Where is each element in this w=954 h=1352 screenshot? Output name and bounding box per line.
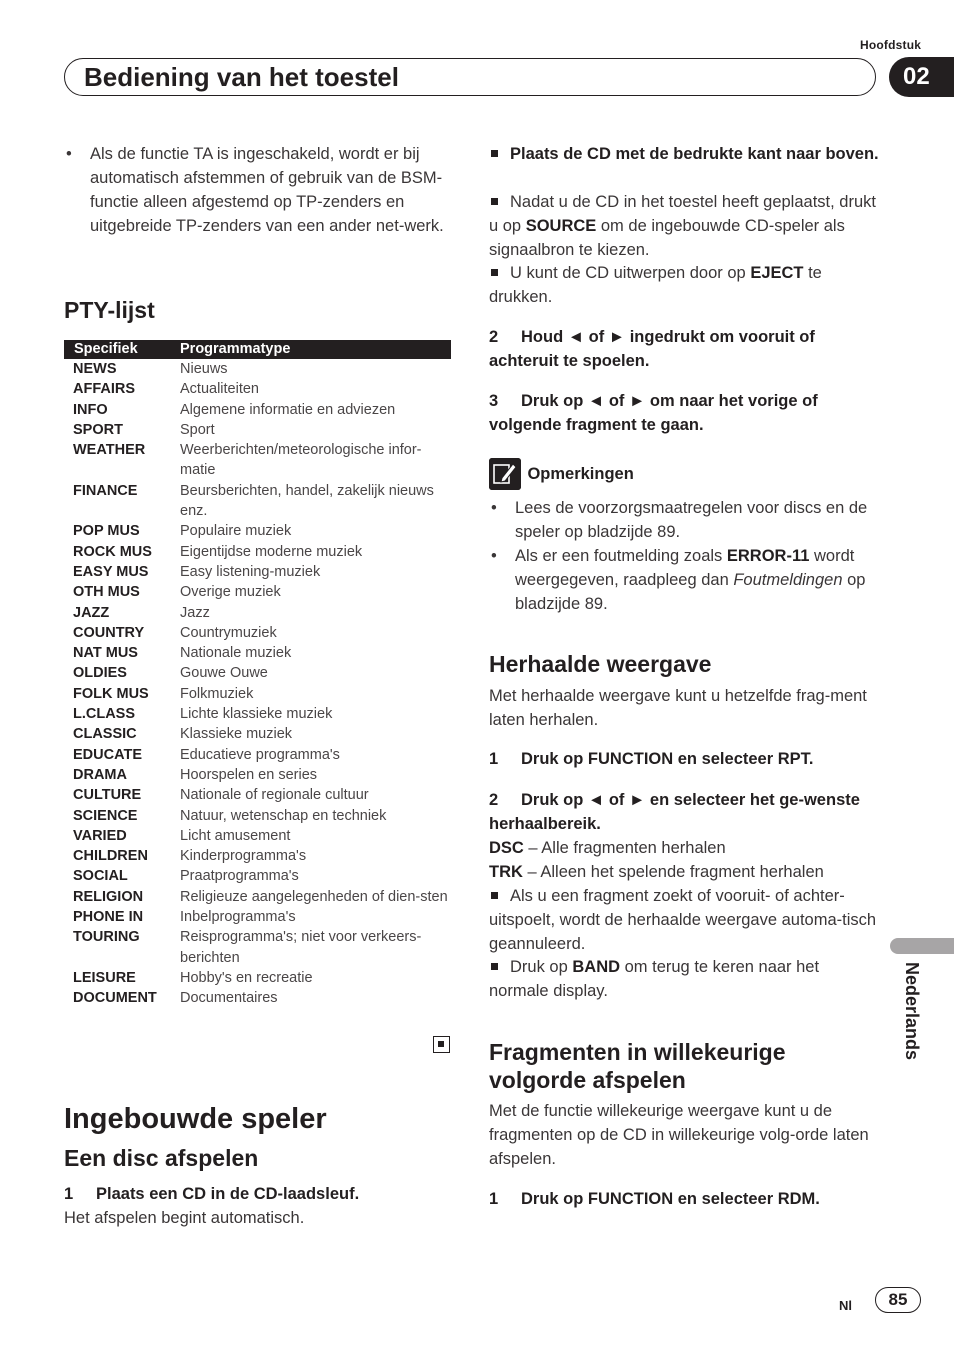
pty-description: Hoorspelen en series <box>180 766 318 783</box>
pty-code: NAT MUS <box>73 645 138 662</box>
pty-code: OLDIES <box>73 665 127 682</box>
table-row <box>64 562 451 582</box>
dsc-option <box>489 836 879 860</box>
pty-code: EDUCATE <box>73 746 143 763</box>
table-row <box>64 481 451 522</box>
square-bullet-icon <box>491 963 498 970</box>
table-row <box>64 623 451 643</box>
pty-description: Natuur, wetenschap en techniek <box>180 807 387 824</box>
step-text: Druk op FUNCTION en selecteer RDM. <box>521 1190 820 1208</box>
table-row <box>64 968 451 988</box>
table-row <box>64 846 451 866</box>
pty-description: Nationale of regionale cultuur <box>180 787 369 804</box>
pty-description: Gouwe Ouwe <box>180 665 268 682</box>
repeat-heading: Herhaalde weergave <box>489 651 712 677</box>
player-heading: Ingebouwde speler <box>64 1103 327 1135</box>
eject-note <box>489 261 879 309</box>
page-title: Bediening van het toestel <box>84 62 399 92</box>
pty-description: Actualiteiten <box>180 381 259 398</box>
table-row <box>64 724 451 744</box>
language-side-label <box>898 962 926 1082</box>
pty-description: Populaire muziek <box>180 523 292 540</box>
pty-code: EASY MUS <box>73 563 149 580</box>
step-3 <box>489 389 879 437</box>
table-row <box>64 400 451 420</box>
keyword: CD <box>587 145 611 163</box>
repeat-step-2 <box>489 788 879 836</box>
step-number: 3 <box>489 392 499 410</box>
table-row <box>64 521 451 541</box>
note-1 <box>489 496 879 544</box>
keyword: DSC <box>489 839 524 857</box>
pty-header-desc: Programmatype <box>180 340 451 359</box>
table-row <box>64 907 451 927</box>
pty-description: Lichte klassieke muziek <box>180 706 333 723</box>
step-number: 1 <box>489 1190 499 1208</box>
pty-code: SPORT <box>73 421 123 438</box>
pty-description: Beursberichten, handel, zakelijk nieuws enz. <box>180 482 434 520</box>
table-row <box>64 359 451 379</box>
pty-code: SOCIAL <box>73 868 128 885</box>
repeat-intro: Met herhaalde weergave kunt u hetzelfde frag-ment laten herhalen. <box>489 687 867 729</box>
text-part: wordt weergegeven, raadpleeg dan <box>515 547 855 589</box>
pty-code: CLASSIC <box>73 726 137 743</box>
pty-description: Weerberichten/meteorologische infor-matie <box>180 442 422 479</box>
table-row <box>64 704 451 724</box>
text-part: Druk op <box>510 958 573 976</box>
pty-description: Reisprogramma's; niet voor verkeers-berichten <box>180 929 422 966</box>
section-end-mark <box>433 1036 450 1053</box>
pty-description: Sport <box>180 421 215 438</box>
pty-code: CHILDREN <box>73 848 148 865</box>
pty-code: LEISURE <box>73 969 136 986</box>
disc-step-1-sub: Het afspelen begint automatisch. <box>64 1209 305 1227</box>
pty-code: SCIENCE <box>73 807 138 824</box>
pty-table-body <box>64 359 451 1009</box>
pty-description: Countrymuziek <box>180 624 277 641</box>
notes-title: Opmerkingen <box>527 464 634 483</box>
pty-code: POP MUS <box>73 523 140 540</box>
pty-description: Hobby's en recreatie <box>180 969 313 986</box>
text-part: Als u een fragment zoekt of vooruit- of achter-uitspoelt, wordt de herhaalde weergave automa-tisch geannuleerd. <box>489 887 877 953</box>
table-row <box>64 988 451 1008</box>
band-note <box>489 955 879 1003</box>
square-bullet-icon <box>491 198 498 205</box>
pty-code: WEATHER <box>73 442 146 459</box>
pty-code: FINANCE <box>73 482 138 499</box>
pty-description: Klassieke muziek <box>180 726 293 743</box>
link-reference: Foutmeldingen <box>733 571 843 589</box>
pty-code: AFFAIRS <box>73 381 136 398</box>
pty-code: INFO <box>73 401 108 418</box>
language-code: Nl <box>839 1298 852 1313</box>
pty-code: OTH MUS <box>73 584 140 601</box>
keyword: TRK <box>489 863 523 881</box>
text-part: Plaats de <box>510 145 588 163</box>
intro-bullet <box>64 142 450 238</box>
text-part: te drukken. <box>489 264 822 306</box>
table-row <box>64 866 451 886</box>
pty-description: Praatprogramma's <box>180 868 299 885</box>
keyword: EJECT <box>750 264 804 282</box>
table-row <box>64 684 451 704</box>
text-part: op bladzijde 89. <box>515 571 866 613</box>
pty-code: DOCUMENT <box>73 990 157 1007</box>
pty-description: Religieuze aangelegenheden of dien-sten <box>180 888 448 905</box>
table-row <box>64 887 451 907</box>
chapter-label: Hoofdstuk <box>860 38 922 52</box>
keyword: BAND <box>572 958 621 976</box>
bullet-dot: • <box>66 145 72 163</box>
text-part: Als er een foutmelding zoals <box>515 547 727 565</box>
text-part: – Alleen het spelende fragment herhalen <box>522 863 824 881</box>
pty-header-code: Specifiek <box>64 340 180 359</box>
chapter-number-badge: 02 <box>889 57 954 97</box>
step-text: Druk op ◄ of ► om naar het vorige of volgende fragment te gaan. <box>489 392 818 434</box>
pty-description: Nationale muziek <box>180 645 292 662</box>
table-row <box>64 542 451 562</box>
pty-description: Inbelprogramma's <box>180 909 296 926</box>
step-number: 1 <box>64 1185 74 1203</box>
random-step-1 <box>489 1187 879 1211</box>
pty-description: Easy listening-muziek <box>180 563 321 580</box>
repeat-step-1 <box>489 747 879 771</box>
bullet-dot: • <box>491 547 497 565</box>
pty-description: Kinderprogramma's <box>180 848 307 865</box>
pty-description: Licht amusement <box>180 827 291 844</box>
table-row <box>64 379 451 399</box>
random-intro: Met de functie willekeurige weergave kunt u de fragmenten op de CD in willekeurige volg-orde laten afspelen. <box>489 1102 869 1168</box>
pty-code: DRAMA <box>73 766 127 783</box>
pty-description: Algemene informatie en adviezen <box>180 401 396 418</box>
step-text: Druk op ◄ of ► en selecteer het ge-wenste herhaalbereik. <box>489 791 860 833</box>
pty-code: JAZZ <box>73 604 110 621</box>
pty-description: Eigentijdse moderne muziek <box>180 543 363 560</box>
step-text: Druk op FUNCTION en selecteer RPT. <box>521 750 814 768</box>
table-row <box>64 826 451 846</box>
language-name: Nederlands <box>902 962 922 1061</box>
source-note <box>489 190 879 262</box>
table-row <box>64 643 451 663</box>
table-row <box>64 603 451 623</box>
pty-description: Jazz <box>180 604 210 621</box>
pty-description: Folkmuziek <box>180 685 254 702</box>
step-number: 2 <box>489 791 499 809</box>
pty-code: PHONE IN <box>73 909 144 926</box>
table-row <box>64 663 451 683</box>
intro-bullet-text: Als de functie TA is ingeschakeld, wordt er bij automatisch afstemmen of gebruik van de BSM-functie alleen afgestemd op TP-zenders en uitgebreide TP-zenders van een ander net-werk. <box>90 145 444 235</box>
step-number: 2 <box>489 328 499 346</box>
square-bullet-icon <box>491 150 498 157</box>
text-part: om de ingebouwde CD-speler als signaalbron te kiezen. <box>489 217 845 259</box>
pty-code: FOLK MUS <box>73 685 149 702</box>
pty-table-header <box>64 340 451 359</box>
pty-code: CULTURE <box>73 787 142 804</box>
pty-description: Nieuws <box>180 361 228 377</box>
pty-code: NEWS <box>73 361 117 377</box>
random-heading: Fragmenten in willekeurige volgorde afspelen <box>489 1039 786 1093</box>
text-part: Nadat u de CD in het toestel heeft geplaatst, drukt u op <box>489 193 876 235</box>
keyword: SOURCE <box>525 217 597 235</box>
step-2 <box>489 325 879 373</box>
page-number: 85 <box>875 1287 921 1313</box>
table-row <box>64 785 451 805</box>
pty-code: VARIED <box>73 827 127 844</box>
notes-header <box>489 458 879 492</box>
square-bullet-icon <box>491 892 498 899</box>
table-row <box>64 440 451 481</box>
table-row <box>64 927 451 968</box>
pty-code: COUNTRY <box>73 624 145 641</box>
repeat-note-1 <box>489 884 879 956</box>
text-part: U kunt de CD uitwerpen door op <box>510 264 751 282</box>
pty-code: RELIGION <box>73 888 144 905</box>
table-row <box>64 420 451 440</box>
text-part: – Alle fragmenten herhalen <box>523 839 726 857</box>
table-row <box>64 745 451 765</box>
pty-description: Educatieve programma's <box>180 746 340 763</box>
square-bullet-icon <box>491 269 498 276</box>
step-text: Houd ◄ of ► ingedrukt om vooruit of achteruit te spoelen. <box>489 328 815 370</box>
language-side-tab <box>890 938 954 954</box>
pty-description: Documentaires <box>180 990 278 1007</box>
pty-code: L.CLASS <box>73 706 136 723</box>
pty-table <box>64 340 451 1009</box>
keyword: ERROR-11 <box>726 547 810 565</box>
disc-step-1 <box>64 1182 450 1206</box>
note-2 <box>489 544 879 616</box>
step-text: Plaats een CD in de CD-laadsleuf. <box>96 1185 360 1203</box>
pty-description: Overige muziek <box>180 584 281 601</box>
place-cd-instruction <box>489 142 879 166</box>
text-part: om terug te keren naar het normale display. <box>489 958 820 1000</box>
disc-heading: Een disc afspelen <box>64 1145 259 1171</box>
bullet-dot: • <box>491 499 497 517</box>
step-number: 1 <box>489 750 499 768</box>
note-pencil-icon <box>489 458 521 490</box>
pty-code: TOURING <box>73 929 140 946</box>
trk-option <box>489 860 879 884</box>
table-row <box>64 806 451 826</box>
pty-list-heading: PTY-lijst <box>64 297 155 323</box>
table-row <box>64 582 451 602</box>
text-part: met de bedrukte kant naar boven. <box>610 145 879 163</box>
note-text: Lees de voorzorgsmaatregelen voor discs en de speler op bladzijde 89. <box>515 499 868 541</box>
pty-code: ROCK MUS <box>73 543 152 560</box>
table-row <box>64 765 451 785</box>
